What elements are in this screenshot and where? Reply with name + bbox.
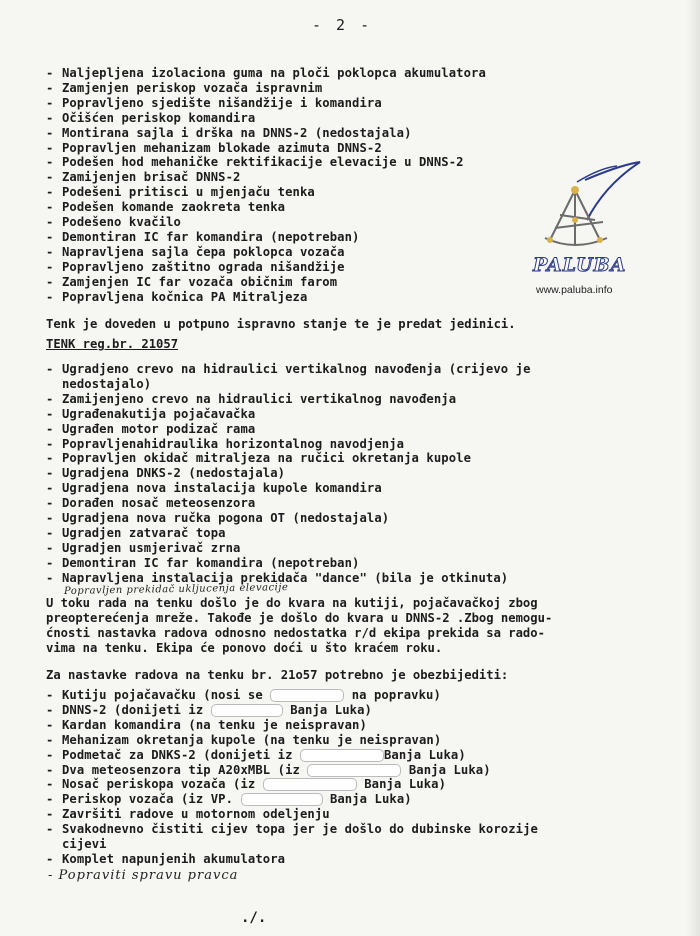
list-item: - Završiti radove u motornom odeljenju (46, 807, 330, 822)
list-item-continuation: cijevi (62, 837, 107, 852)
redaction-mark (263, 778, 357, 791)
list-item: - Ugradjen usmjerivač zrna (46, 540, 241, 555)
list-item: - Ugradjena nova instalacija kupole komandira (46, 481, 382, 496)
list-item: - Podešeni pritisci u mjenjaču tenka (46, 185, 315, 200)
redaction-mark (307, 764, 401, 777)
list-item: - Popravljeno zaštitno ograda nišandžije (46, 259, 345, 274)
list-item: - Zamijenjeno crevo na hidraulici vertikalnog navođenja (46, 391, 457, 406)
list-item: - Ugradjeno crevo na hidraulici vertikalnog navođenja (crijevo je (46, 362, 531, 376)
sextant-logo-icon (525, 160, 650, 300)
list-item: - Periskop vozača (iz VP. Banja Luka) (46, 792, 412, 807)
logo-name: PALUBA (533, 254, 627, 276)
list-item: - Kutiju pojačavačku (nosi se na popravku) (46, 688, 441, 702)
list-item: - DNNS-2 (donijeti iz Banja Luka) (46, 702, 372, 717)
list-item: - Zamijenjen brisač DNNS-2 (46, 170, 241, 185)
redaction-mark (211, 704, 283, 717)
list-item: - Napravljena instalacija prekidača "dance" (bila je otkinuta) (46, 570, 509, 585)
list-item: - Dorađen nosač meteosenzora (46, 496, 256, 511)
scan-edge-shadow (686, 0, 700, 936)
logo-url: www.paluba.info (536, 284, 613, 296)
list-item: - Ugrađen motor podizač rama (46, 421, 256, 436)
status-statement-1: Tenk je doveden u potpuno ispravno stanje te je predat jedinici. (46, 317, 516, 331)
list-item: - Ugradjena DNKS-2 (nedostajala) (46, 466, 286, 481)
list-item: - Popravljen okidač mitraljeza na ručici okretanja kupole (46, 451, 472, 466)
tank-heading: TENK reg.br. 21057 (46, 337, 179, 351)
list-item: - Popravljeno sjedište nišandžije i komandira (46, 95, 382, 110)
page-continuation-mark: ./. (241, 910, 267, 926)
handwritten-note-2: - Popraviti spravu pravca (48, 868, 239, 883)
list-item: - Montirana sajla i drška na DNNS-2 (nedostajala) (46, 125, 412, 140)
redaction-mark (270, 689, 344, 702)
status-statement-2: Za nastavke radova na tenku br. 21o57 potrebno je obezbijediti: (46, 668, 509, 682)
page-number: - 2 - (312, 16, 373, 34)
list-item: - Komplet napunjenih akumulatora (46, 851, 286, 866)
list-item: - Demontiran IC far komandira (nepotreban) (46, 555, 360, 570)
redaction-mark (241, 793, 323, 806)
redaction-mark (300, 749, 384, 762)
list-item: - Podešen hod mehaničke rektifikacije elevacije u DNNS-2 (46, 155, 464, 170)
list-item: - Očišćen periskop komandira (46, 110, 256, 125)
list-item: - Zamjenjen IC far vozača običnim farom (46, 274, 338, 289)
list-item: - Napravljena sajla čepa poklopca vozača (46, 244, 345, 259)
list-item: - Popravljen mehanizam blokade azimuta DNNS-2 (46, 140, 382, 155)
list-item: - Podešen komande zaokreta tenka (46, 200, 286, 215)
list-item: - Popravljena kočnica PA Mitraljeza (46, 289, 308, 304)
repair-list-2 (46, 362, 531, 586)
list-item: - Ugrađenakutija pojačavačka (46, 406, 256, 421)
list-item: - Ugradjena nova ručka pogona OT (nedostajala) (46, 511, 390, 526)
repair-list-1 (46, 66, 486, 305)
list-item: - Kardan komandira (na tenku je neispravan) (46, 717, 367, 732)
list-item: - Demontiran IC far komandira (nepotreban) (46, 229, 360, 244)
list-item: - Zamjenjen periskop vozača ispravnim (46, 80, 323, 95)
list-item-continuation: nedostajalo) (62, 376, 152, 391)
list-item: - Nosač periskopa vozača (iz Banja Luka) (46, 777, 447, 792)
handwritten-note-1: Popravljen prekidač ukljucenja elevacije (63, 582, 289, 597)
list-item: - Naljepljena izolaciona guma na ploči poklopca akumulatora (46, 66, 486, 80)
list-item: - Dva meteosenzora tip A20xMBL (iz Banja Luka) (46, 762, 491, 777)
list-item: - Podmetač za DNKS-2 (donijeti iz Banja Luka) (46, 747, 466, 762)
list-item: - Podešeno kvačilo (46, 215, 181, 230)
list-item: - Mehanizam okretanja kupole (na tenku je neispravan) (46, 732, 442, 747)
requirements-list (46, 688, 538, 867)
report-paragraph: U toku rada na tenku došlo je do kvara na kutiji, pojačavačkoj zbog preopterećenja mreže. Takođe je došlo do kvara u DNNS-2 .Zbog nemogu- ćnosti nastavka radova odnosno nedostatka r/d ekipa prekida sa rado- vima na tenku. Ekipa će ponovo doći u što kraćem roku. (46, 596, 553, 655)
list-item: - Svakodnevno čistiti cijev topa jer je došlo do dubinske korozije (46, 822, 538, 837)
list-item: - Popravljenahidraulika horizontalnog navodjenja (46, 436, 405, 451)
list-item: - Ugradjen zatvarač topa (46, 525, 226, 540)
